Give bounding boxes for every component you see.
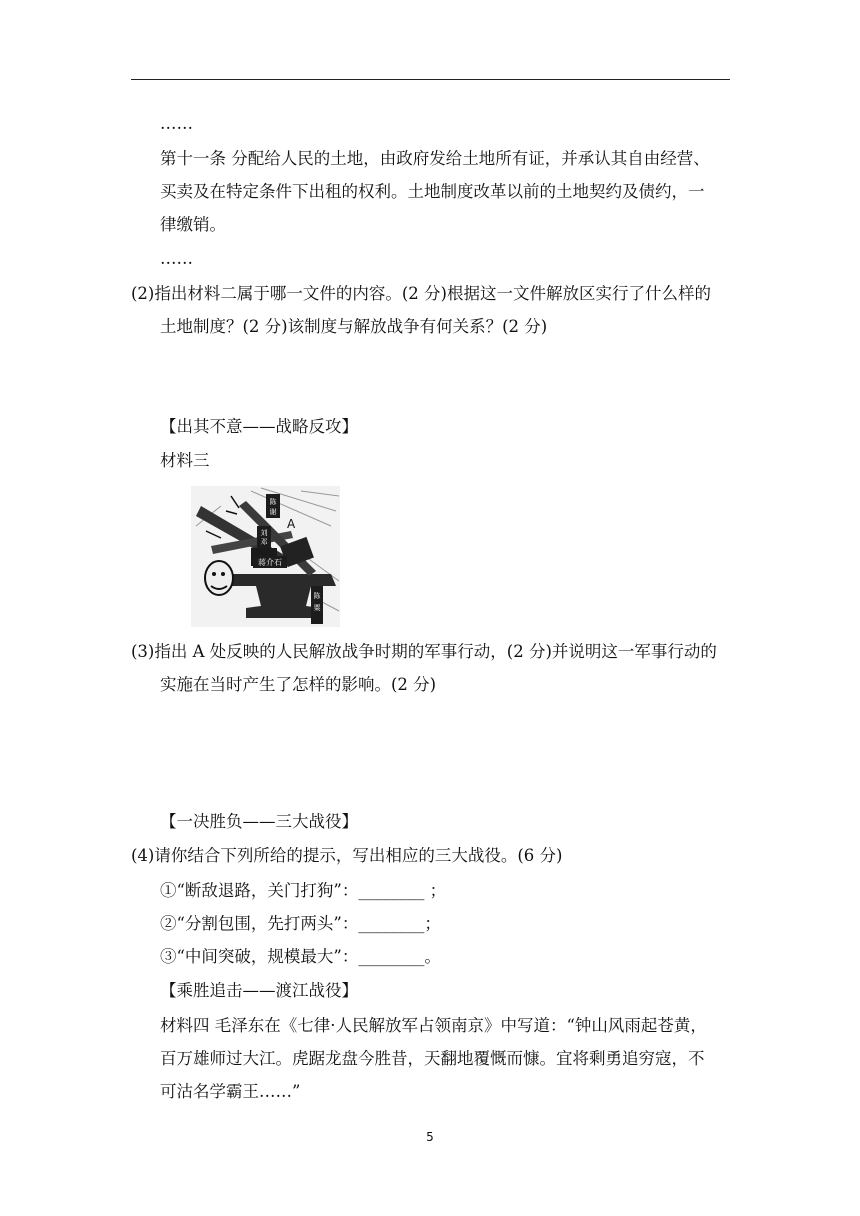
question-3-line-2: 实施在当时产生了怎样的影响。(2 分) <box>160 675 437 694</box>
cartoon-label-liudeng-2: 邓 <box>260 538 268 546</box>
question-3-line-1: (3)指出 A 处反映的人民解放战争时期的军事行动，(2 分)并说明这一军事行动的 <box>131 642 717 661</box>
page-number: 5 <box>426 1130 434 1144</box>
material-four-line-2: 百万雄师过大江。虎踞龙盘今胜昔，天翻地覆慨而慷。宜将剩勇追穷寇，不 <box>160 1049 705 1068</box>
cartoon-label-chensu-1: 陈 <box>313 592 321 600</box>
article-eleven-line-3: 律缴销。 <box>160 215 226 234</box>
section-heading-counterattack: 【出其不意——战略反攻】 <box>160 417 358 436</box>
material-four-line-1: 材料四 毛泽东在《七律·人民解放军占领南京》中写道：“钟山风雨起苍黄， <box>160 1016 707 1035</box>
cartoon-label-jiang: 蒋介石 <box>258 558 282 567</box>
material-three-label: 材料三 <box>160 451 210 470</box>
question-4: (4)请你结合下列所给的提示，写出相应的三大战役。(6 分) <box>131 846 563 865</box>
hint-1: ①“断敌退路，关门打狗”：________ ； <box>160 881 447 900</box>
ellipsis-bottom: …… <box>160 249 193 268</box>
hint-2: ②“分割包围，先打两头”：________； <box>160 914 441 933</box>
cartoon-label-a: A <box>287 517 296 531</box>
section-heading-battles: 【一决胜负——三大战役】 <box>160 812 358 831</box>
cartoon-label-chensu-2: 粟 <box>313 604 321 612</box>
material-four-line-3: 可沽名学霸王……” <box>160 1082 301 1101</box>
cartoon-label-chenxie-1: 陈 <box>269 498 277 506</box>
question-2-line-1: (2)指出材料二属于哪一文件的内容。(2 分)根据这一文件解放区实行了什么样的 <box>131 284 711 303</box>
article-eleven-line-2: 买卖及在特定条件下出租的权利。土地制度改革以前的土地契约及债约，一 <box>160 182 705 201</box>
section-heading-river-crossing: 【乘胜追击——渡江战役】 <box>160 981 358 1000</box>
ellipsis-top: …… <box>160 114 193 133</box>
cartoon-label-liudeng-1: 刘 <box>260 529 268 537</box>
cartoon-label-chenxie-2: 谢 <box>269 508 277 516</box>
political-cartoon-image <box>191 486 340 627</box>
header-rule <box>131 79 730 80</box>
hint-3: ③“中间突破，规模最大”：________。 <box>160 947 441 966</box>
article-eleven-line-1: 第十一条 分配给人民的土地，由政府发给土地所有证，并承认其自由经营、 <box>160 149 710 168</box>
question-2-line-2: 土地制度？(2 分)该制度与解放战争有何关系？(2 分) <box>160 317 548 336</box>
